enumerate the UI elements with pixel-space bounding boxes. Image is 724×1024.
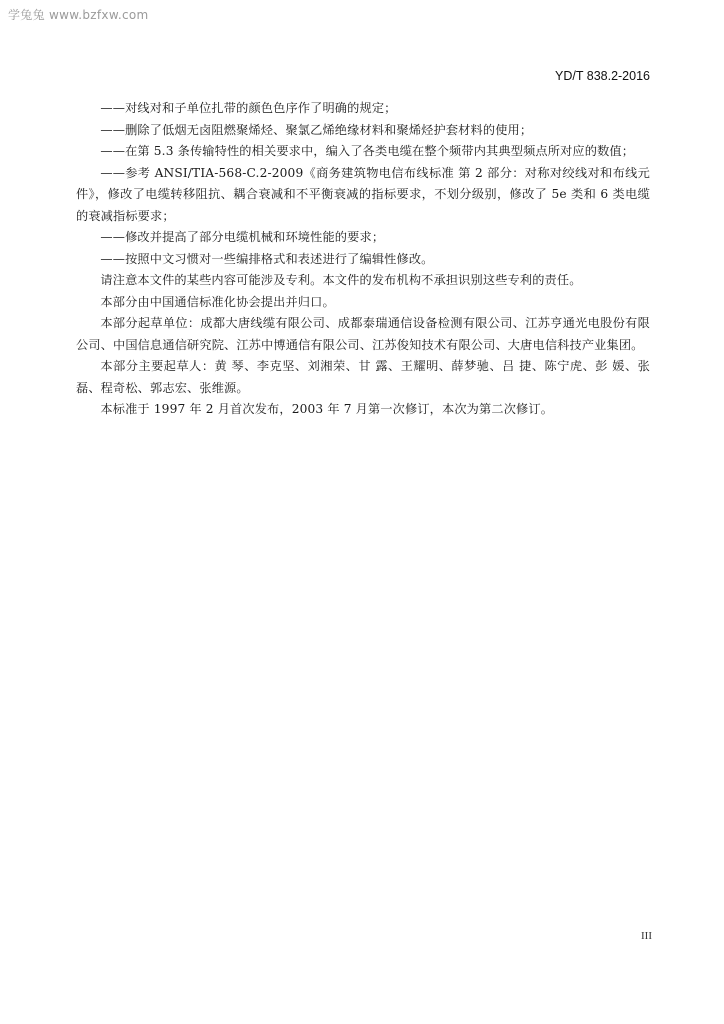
site-watermark: 学兔兔 www.bzfxw.com — [8, 8, 149, 22]
page-number: III — [641, 930, 652, 942]
paragraph-change-editorial: ——按照中文习惯对一些编排格式和表述进行了编辑性修改。 — [100, 251, 434, 266]
paragraph-patent-notice: 请注意本文件的某些内容可能涉及专利。本文件的发布机构不承担识别这些专利的责任。 — [100, 273, 582, 287]
paragraph-change-transmission-values: ——在第 5.3 条传输特性的相关要求中，编入了各类电缆在整个频带内其典型频点所对应的数值； — [100, 144, 635, 158]
paragraph-change-mechanical-environmental: ——修改并提高了部分电缆机械和环境性能的要求； — [100, 230, 385, 244]
document-code: YD/T 838.2-2016 — [555, 69, 650, 83]
paragraph-change-color-sequence: ——对线对和子单位扎带的颜色色序作了明确的规定； — [100, 101, 397, 115]
paragraph-drafters: 本部分主要起草人：黄 琴、李克坚、刘湘荣、甘 露、王耀明、薛梦驰、吕 捷、陈宁虎、彭 媛、张 磊、程奇松、郭志宏、张维源。 — [76, 359, 650, 395]
paragraph-change-delete-materials: ——删除了低烟无卤阻燃聚烯烃、聚氯乙烯绝缘材料和聚烯烃护套材料的使用； — [100, 122, 533, 137]
paragraph-change-ansi-reference: ——参考 ANSI/TIA-568-C.2-2009《商务建筑物电信布线标准 第 2 部分：对称对绞线对和布线元件》，修改了电缆转移阻抗、耦合衰减和不平衡衰减的指标要求，不划分级别，修改了 5e 类和 6 类电缆的衰减指标要求； — [76, 165, 650, 223]
paragraph-publication-history: 本标准于 1997 年 2 月首次发布，2003 年 7 月第一次修订，本次为第二次修订。 — [100, 402, 554, 416]
foreword-body — [76, 98, 650, 421]
paragraph-proposed-by: 本部分由中国通信标准化协会提出并归口。 — [100, 294, 335, 309]
paragraph-drafting-units: 本部分起草单位：成都大唐线缆有限公司、成都泰瑞通信设备检测有限公司、江苏亨通光电股份有限公司、中国信息通信研究院、江苏中博通信有限公司、江苏俊知技术有限公司、大唐电信科技产业集团。 — [76, 316, 650, 352]
